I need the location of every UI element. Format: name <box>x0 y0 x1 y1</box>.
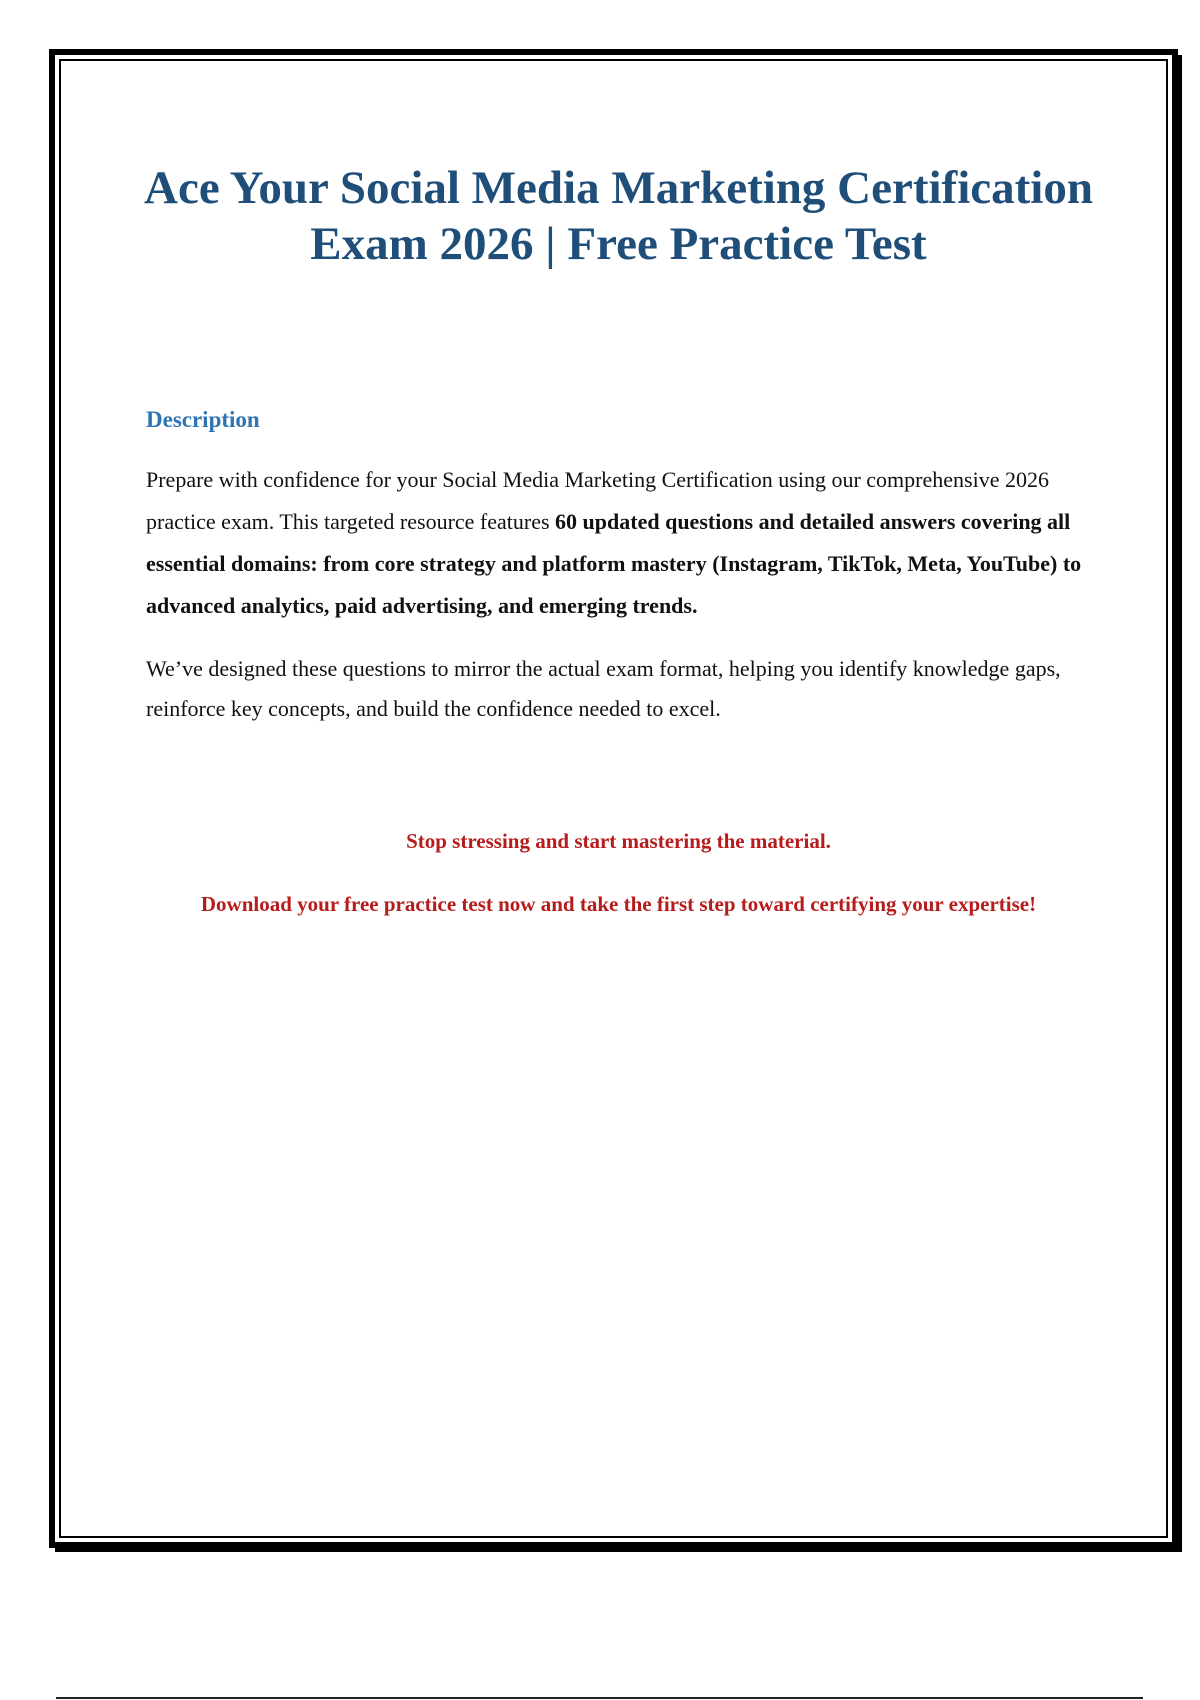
footer-divider <box>56 1697 1143 1699</box>
call-to-action-download: Download your free practice test now and take the first step toward certifying your expertise! <box>200 892 1037 916</box>
description-paragraph-intro: Prepare with confidence for your Social Media Marketing Certification using our comprehensive 2026 practice exam. This targeted resource features <box>146 467 1049 534</box>
document-title: Ace Your Social Media Marketing Certification Exam 2026 | Free Practice Test <box>144 162 1093 270</box>
page-border-shadow-right <box>1178 55 1182 1552</box>
section-heading-description: Description <box>146 407 260 432</box>
call-to-action-stop-stressing: Stop stressing and start mastering the material. <box>406 829 831 853</box>
description-paragraph <box>146 459 1091 627</box>
page-border-shadow-bottom <box>55 1548 1182 1552</box>
description-paragraph-bold: 60 updated questions and detailed answers covering all essential domains: from core strategy and platform mastery (Instagram, TikTok, Meta, YouTube) to advanced analytics, paid advertising, and emerging trends. <box>146 509 1082 618</box>
document-content <box>146 160 1091 917</box>
design-paragraph: We’ve designed these questions to mirror the actual exam format, helping you identify knowledge gaps, reinforce key concepts, and build the confidence needed to excel. <box>146 656 1061 721</box>
